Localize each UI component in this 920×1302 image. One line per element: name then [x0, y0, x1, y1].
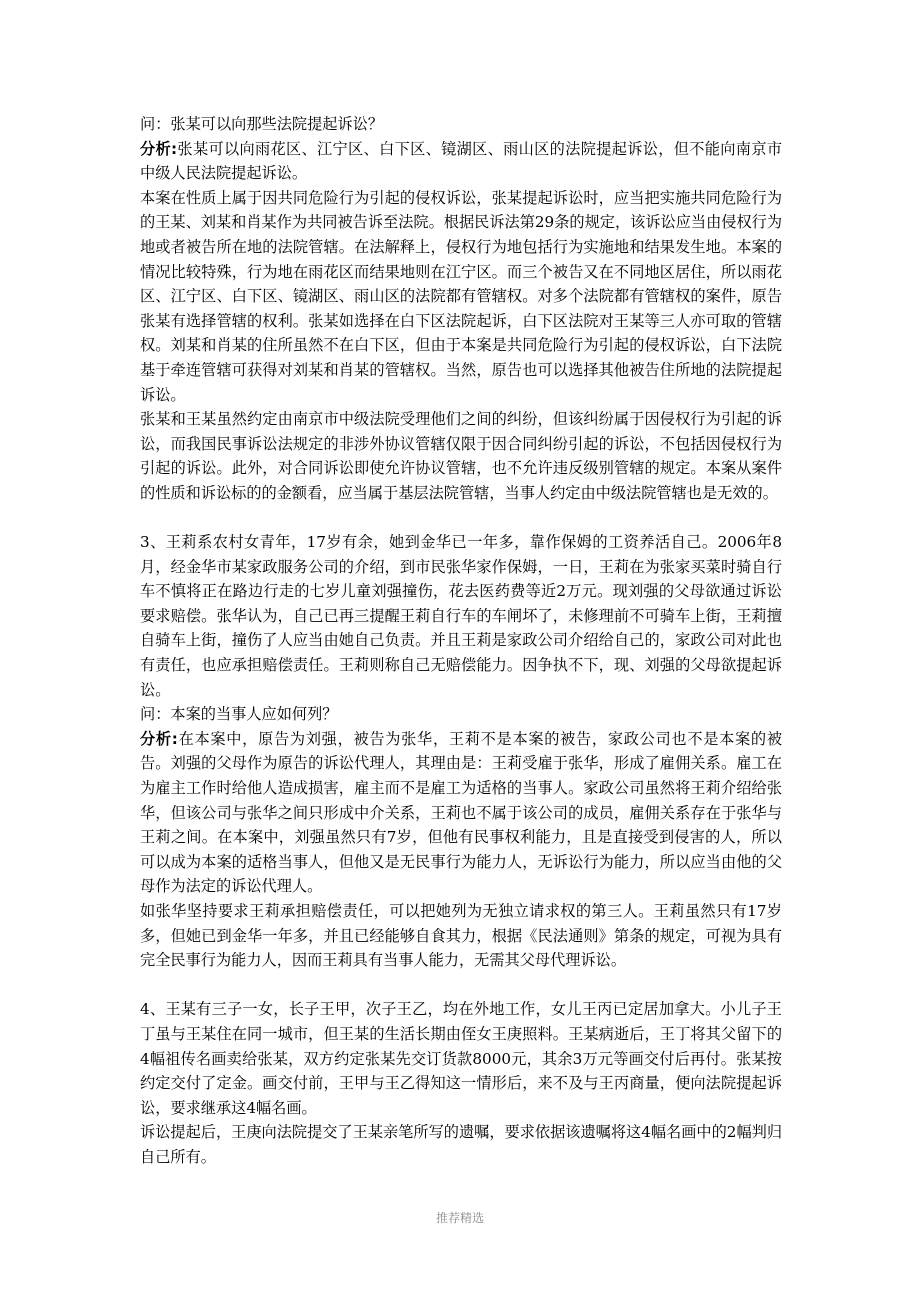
- document-body: [140, 112, 782, 1170]
- paragraph-gap: [140, 506, 782, 531]
- case3-paragraph-2: 如张华坚持要求王莉承担赔偿责任，可以把她列为无独立请求权的第三人。王莉虽然只有17岁多，但她已到金华一年多，并且已经能够自食其力，根据《民法通则》第条的规定，可视为具有完全民事行为能力人，因而王莉具有当事人能力，无需其父母代理诉讼。: [140, 902, 782, 970]
- case3-text: 3、王莉系农村女青年，17岁有余，她到金华已一年多，靠作保姆的工资养活自己。2006年8月，经金华市某家政服务公司的介绍，到市民张华家作保姆，一日，王莉在为张家买菜时骑自行车不慎将正在路边行走的七岁儿童刘强撞伤，花去医药费等近2万元。现刘强的父母欲通过诉讼要求赔偿。张华认为，自己已再三提醒王莉自行车的车闸坏了，未修理前不可骑车上街，王莉擅自骑车上街，撞伤了人应当由她自己负责。并且王莉是家政公司介绍给自己的，家政公司对此也有责任，也应承担赔偿责任。王莉则称自己无赔偿能力。因争执不下，现、刘强的父母欲提起诉讼。: [140, 533, 782, 699]
- q1-paragraph-1: 本案在性质上属于因共同危险行为引起的侵权诉讼，张某提起诉讼时，应当把实施共同危险行为的王某、刘某和肖某作为共同被告诉至法院。根据民诉法第29条的规定，该诉讼应当由侵权行为地或者被告所在地的法院管辖。在法解释上，侵权行为地包括行为实施地和结果发生地。本案的情况比较特殊，行为地在雨花区而结果地则在江宁区。而三个被告又在不同地区居住，所以雨花区、江宁区、白下区、镜湖区、雨山区的法院都有管辖权。对多个法院都有管辖权的案件，原告张某有选择管辖的权利。张某如选择在白下区法院起诉，白下区法院对王某等三人亦可取的管辖权。刘某和肖某的住所虽然不在白下区，但由于本案是共同危险行为引起的侵权诉讼，白下法院基于牵连管辖可获得对刘某和肖某的管辖权。当然，原告也可以选择其他被告住所地的法院提起诉讼。: [140, 188, 783, 404]
- case3-question: 问：本案的当事人应如何列？: [140, 705, 338, 724]
- case4-text: 4、王某有三子一女，长子王甲，次子王乙，均在外地工作，女儿王丙已定居加拿大。小儿子王丁虽与王某住在同一城市，但王某的生活长期由侄女王庚照料。王某病逝后，王丁将其父留下的4幅祖传名画卖给张某，双方约定张某先交订货款8000元，其余3万元等画交付后再付。张某按约定交付了定金。画交付前，王甲与王乙得知这一情形后，来不及与王丙商量，便向法院提起诉讼，要求继承这4幅名画。: [140, 1000, 782, 1117]
- paragraph-gap: [140, 973, 782, 998]
- q1-question: 问：张某可以向那些法院提起诉讼？: [140, 115, 383, 133]
- page-footer: 推荐精选: [435, 1211, 484, 1225]
- analysis-label: 分析:: [140, 139, 178, 158]
- analysis-label: 分析:: [140, 729, 178, 748]
- q1-analysis: [140, 137, 782, 186]
- case3-analysis-text: 在本案中，原告为刘强，被告为张华，王莉不是本案的被告，家政公司也不是本案的被告。刘强的父母作为原告的诉讼代理人，其理由是：王莉受雇于张华，形成了雇佣关系。雇工在为雇主工作时给他人造成损害，雇主而不是雇工为适格的当事人。家政公司虽然将王莉介绍给张华，但该公司与张华之间只形成中介关系，王莉也不属于该公司的成员，雇佣关系存在于张华与王莉之间。在本案中，刘强虽然只有7岁，但他有民事权利能力，且是直接受到侵害的人，所以可以成为本案的适格当事人，但他又是无民事行为能力人，无诉讼行为能力，所以应当由他的父母作为法定的诉讼代理人。: [140, 729, 783, 896]
- q1-analysis-text: 张某可以向雨花区、江宁区、白下区、镜湖区、雨山区的法院提起诉讼，但不能向南京市中级人民法院提起诉讼。: [140, 139, 783, 183]
- q1-paragraph-2: 张某和王某虽然约定由南京市中级法院受理他们之间的纠纷，但该纠纷属于因侵权行为引起的诉讼，而我国民事诉讼法规定的非涉外协议管辖仅限于因合同纠纷引起的诉讼，不包括因侵权行为引起的诉讼。此外，对合同诉讼即使允许协议管辖，也不允许违反级别管辖的规定。本案从案件的性质和诉讼标的的金额看，应当属于基层法院管辖，当事人约定由中级法院管辖也是无效的。: [140, 410, 782, 502]
- case4-paragraph-2: 诉讼提起后，王庚向法院提交了王某亲笔所写的遗嘱，要求依据该遗嘱将这4幅名画中的2幅判归自己所有。: [140, 1123, 783, 1166]
- case3-analysis: [140, 727, 782, 899]
